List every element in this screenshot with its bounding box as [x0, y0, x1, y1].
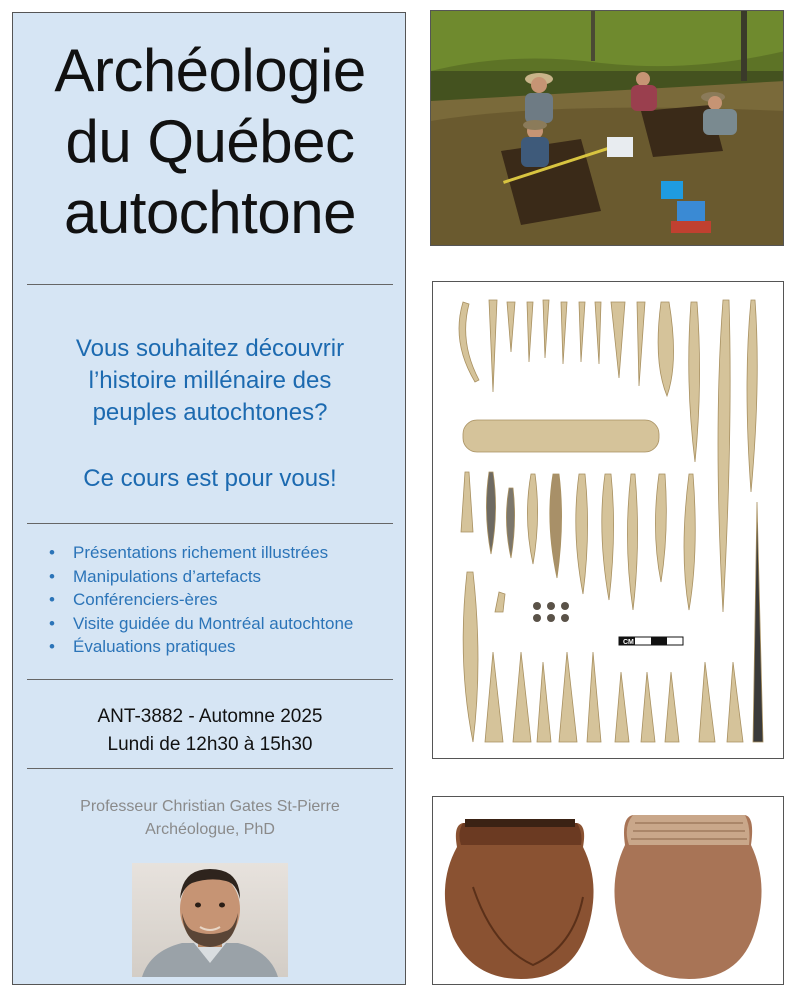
scale-bar-label: CM — [623, 639, 634, 646]
feature-item: • Évaluations pratiques — [49, 635, 353, 659]
course-title — [13, 35, 407, 248]
bullet-icon: • — [49, 613, 55, 633]
bone-artifacts-photo — [432, 281, 784, 759]
professor-info — [13, 795, 407, 841]
scale-bar — [619, 637, 683, 646]
course-code-term: ANT-3882 - Automne 2025 — [97, 706, 323, 727]
bullet-icon: • — [49, 543, 55, 562]
bullet-icon: • — [49, 590, 55, 609]
call-to-action: Ce cours est pour vous! — [83, 465, 337, 492]
bullet-icon: • — [49, 566, 55, 586]
pot-left — [445, 819, 594, 979]
title-line-3: autochtone — [64, 179, 356, 246]
intro-question — [13, 333, 407, 429]
intro-line-3: peuples autochtones? — [92, 399, 328, 426]
feature-item: • Conférenciers-ères — [49, 588, 353, 612]
title-line-1: Archéologie — [54, 37, 366, 104]
feature-item: • Présentations richement illustrées — [49, 541, 353, 565]
feature-item: • Visite guidée du Montréal autochtone — [49, 612, 353, 636]
bullet-icon: • — [49, 637, 55, 656]
divider — [27, 768, 393, 769]
course-info-panel — [12, 12, 406, 985]
excavation-photo — [430, 10, 784, 246]
ceramic-pots-photo — [432, 796, 784, 985]
course-schedule: Lundi de 12h30 à 15h30 — [107, 734, 313, 755]
professor-title: Archéologue, PhD — [145, 821, 275, 838]
course-details — [13, 703, 407, 759]
divider — [27, 679, 393, 680]
intro-line-1: Vous souhaitez découvrir — [75, 335, 345, 362]
title-line-2: du Québec — [65, 108, 355, 175]
intro-line-2: l’histoire millénaire des — [88, 367, 332, 394]
professor-portrait — [132, 863, 288, 977]
feature-list — [49, 541, 353, 659]
pot-right — [614, 815, 761, 979]
professor-name: Professeur Christian Gates St-Pierre — [80, 798, 340, 815]
feature-item: • Manipulations d’artefacts — [49, 565, 353, 589]
person-figure — [525, 73, 553, 123]
divider — [27, 284, 393, 285]
divider — [27, 523, 393, 524]
